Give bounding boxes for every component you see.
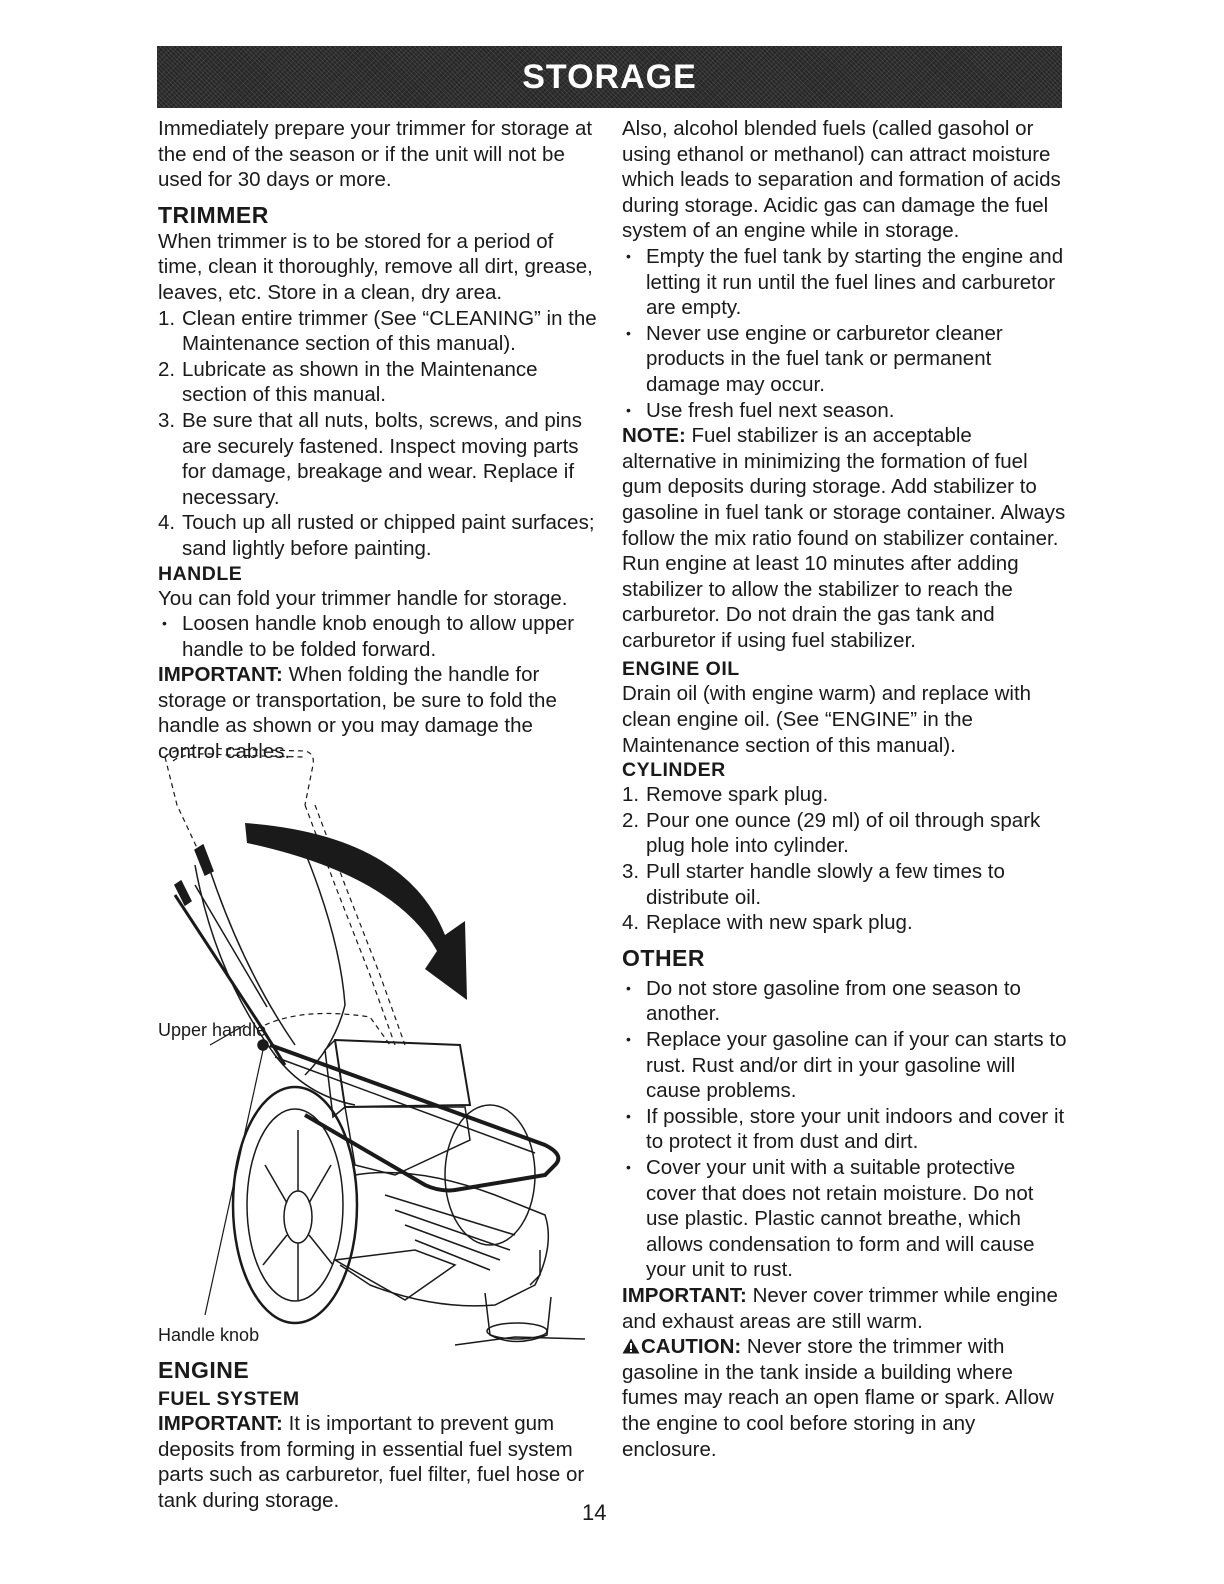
list-item: 2. Pour one ounce (29 ml) of oil through spark plug hole into cylinder.: [622, 808, 1041, 858]
caution-label: CAUTION:: [641, 1335, 742, 1359]
list-item: 4. Touch up all rusted or chipped paint surfaces; sand lightly before painting.: [158, 511, 595, 560]
list-item: 1. Clean entire trimmer (See “CLEANING” in the Maintenance section of this manual).: [158, 306, 597, 356]
cylinder-heading: CYLINDER: [622, 759, 726, 782]
list-item: • Never use engine or carburetor cleaner products in the fuel tank or permanent damage may occur.: [622, 321, 1067, 398]
handle-important: IMPORTANT: When folding the handle for storage or transportation, be sure to fold the handle as shown or you may damage the control cables.: [158, 663, 557, 764]
fuel-system-heading: FUEL SYSTEM: [158, 1388, 300, 1410]
handle-knob-label: Handle knob: [158, 1325, 260, 1345]
section-banner: [157, 46, 1062, 108]
list-item: • Cover your unit with a suitable protective cover that does not retain moisture. Do not use plastic. Plastic cannot breathe, which allows condensation to form and will cause your unit to rust.: [622, 1155, 1067, 1283]
handle-paragraph: You can fold your trimmer handle for storage.: [158, 586, 568, 610]
upper-handle-label: Upper handle: [158, 1020, 267, 1040]
engine-oil-paragraph: Drain oil (with engine warm) and replace with clean engine oil. (See “ENGINE” in the Maintenance section of this manual).: [622, 682, 1032, 757]
list-item: • Replace your gasoline can if your can starts to rust. Rust and/or dirt in your gasoline will cause problems.: [622, 1027, 1067, 1104]
handle-bullets: [158, 611, 598, 662]
note-paragraph: NOTE: Fuel stabilizer is an acceptable alternative in minimizing the formation of fuel gum deposits during storage. Add stabilizer to gasoline in fuel tank or storage container. Always follow the mix ratio found on stabilizer container. Run engine at least 10 minutes after adding stabilizer to allow the stabilizer to reach the carburetor. Do not drain the gas tank and carburetor if using fuel stabilizer.: [622, 424, 1066, 652]
important-label: IMPORTANT:: [158, 663, 283, 687]
note-label: NOTE:: [622, 424, 686, 448]
list-item: 3. Pull starter handle slowly a few times to distribute oil.: [622, 860, 1005, 909]
intro-paragraph: Immediately prepare your trimmer for storage at the end of the season or if the unit will not be used for 30 days or more.: [158, 117, 593, 192]
list-item: 2. Lubricate as shown in the Maintenance section of this manual.: [158, 357, 538, 407]
page-number: 14: [582, 1500, 607, 1525]
list-item: 1. Remove spark plug.: [622, 783, 829, 807]
left-column-bottom: [158, 1356, 598, 1513]
left-column: [158, 116, 598, 765]
section-title: STORAGE: [522, 57, 697, 96]
handle-heading: HANDLE: [158, 562, 243, 585]
fuel-bullets: [622, 244, 1067, 423]
list-item: • Do not store gasoline from one season to another.: [622, 976, 1067, 1027]
caution-paragraph: CAUTION: Never store the trimmer with gasoline in the tank inside a building where fumes may reach an open flame or spark. Allow the engine to cool before storing in any enclosure.: [622, 1335, 1054, 1461]
important-label: IMPORTANT:: [622, 1283, 747, 1307]
fuel-paragraph: Also, alcohol blended fuels (called gasohol or using ethanol or methanol) can attract moisture which leads to separation and formation of acids during storage. Acidic gas can damage the fuel system of an engine while in storage.: [622, 117, 1061, 243]
cylinder-steps: [622, 782, 1067, 936]
other-important: IMPORTANT: Never cover trimmer while engine and exhaust areas are still warm.: [622, 1283, 1058, 1333]
engine-heading: ENGINE: [158, 1357, 250, 1383]
list-item: • Loosen handle knob enough to allow upper handle to be folded forward.: [158, 611, 598, 662]
other-heading: OTHER: [622, 944, 705, 971]
warning-triangle-icon: [622, 1338, 640, 1354]
list-item: 3. Be sure that all nuts, bolts, screws, and pins are securely fastened. Inspect moving parts for damage, breakage and wear. Replace if necessary.: [158, 408, 582, 509]
list-item: • Empty the fuel tank by starting the engine and letting it run until the fuel lines and carburetor are empty.: [622, 244, 1067, 321]
trimmer-illustration: [155, 745, 595, 1365]
trimmer-heading: TRIMMER: [158, 201, 269, 228]
trimmer-paragraph: When trimmer is to be stored for a period of time, clean it thoroughly, remove all dirt, grease, leaves, etc. Store in a clean, dry area.: [158, 229, 593, 304]
important-label: IMPORTANT:: [158, 1412, 283, 1435]
fold-direction-arrow: [245, 823, 467, 1000]
other-bullets: [622, 976, 1067, 1283]
handle-fold-illustration: [155, 745, 595, 1365]
list-item: • If possible, store your unit indoors and cover it to protect it from dust and dirt.: [622, 1104, 1067, 1155]
right-column: [622, 116, 1067, 1462]
list-item: • Use fresh fuel next season.: [622, 398, 1067, 424]
trimmer-steps: [158, 306, 598, 562]
fuel-important: IMPORTANT: It is important to prevent gum deposits from forming in essential fuel system parts such as carburetor, fuel filter, fuel hose or tank during storage.: [158, 1412, 585, 1512]
list-item: 4. Replace with new spark plug.: [622, 911, 913, 935]
engine-oil-heading: ENGINE OIL: [622, 658, 740, 681]
